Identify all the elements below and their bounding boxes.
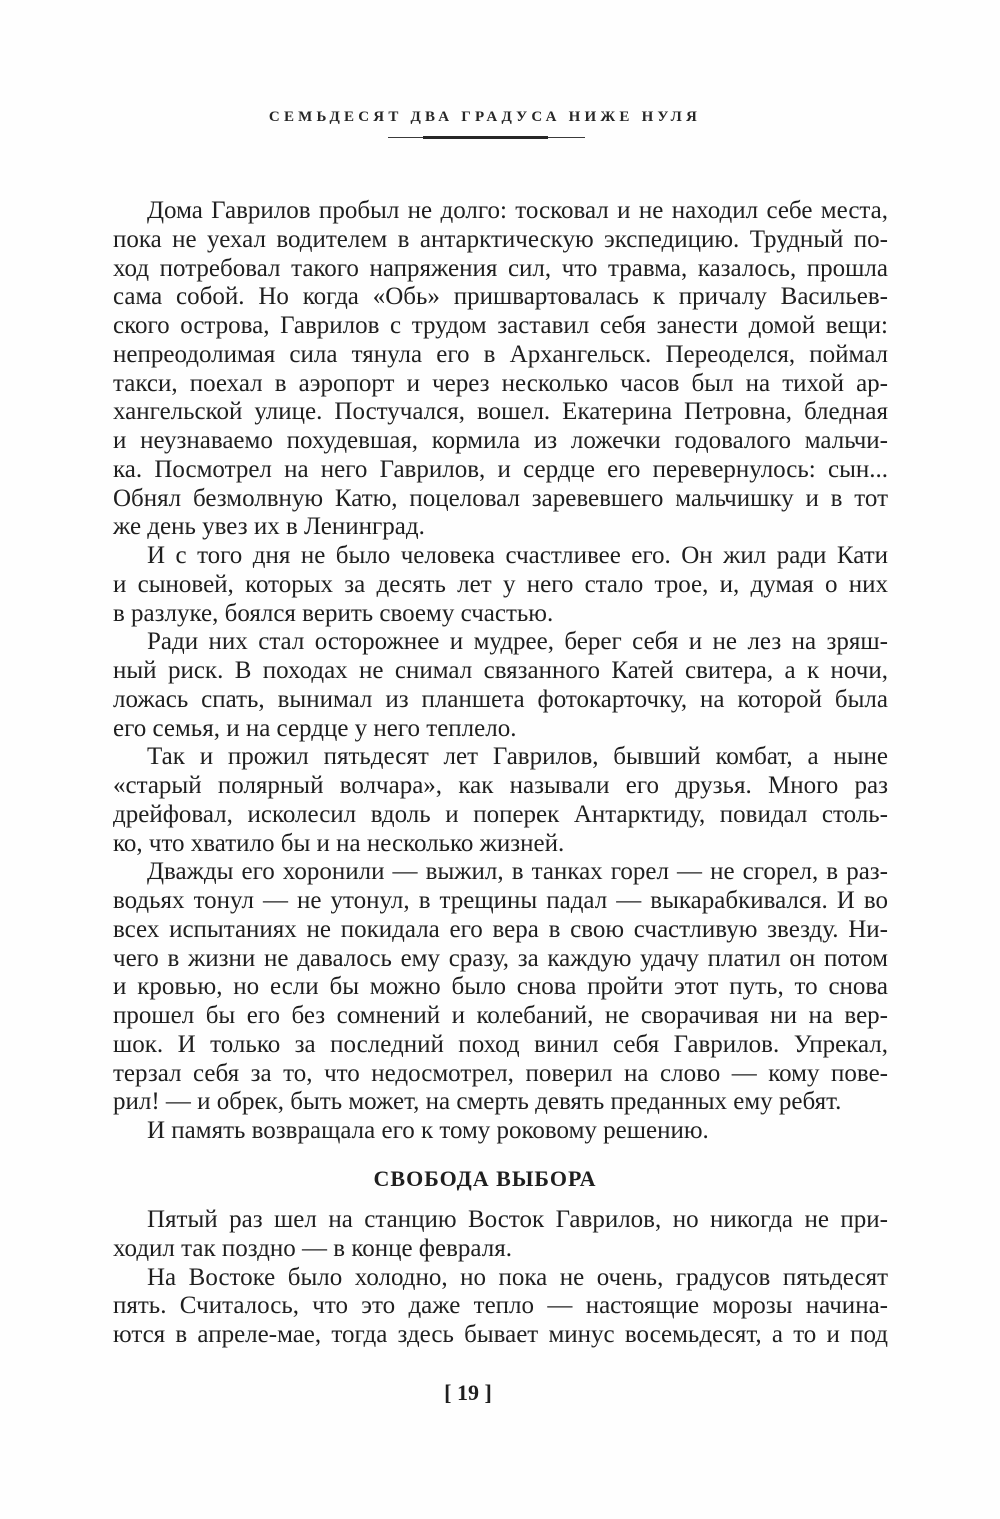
text-line: ко, что хватило бы и на несколько жизней.	[113, 829, 565, 857]
paragraph	[113, 542, 888, 628]
paragraph	[113, 197, 888, 542]
text-line: же день увез их в Ленинград.	[113, 513, 425, 541]
text-line: «старый полярный волчара», как называли его друзья. Много раз	[113, 772, 888, 799]
text-line: Так и прожил пятьдесят лет Гаврилов, бывший комбат, а ныне	[147, 743, 888, 771]
text-line: И память возвращала его к тому роковому решению.	[147, 1117, 709, 1144]
text-line: прошел бы его без сомнений и колебаний, не сворачивая ни на вер-	[113, 1002, 888, 1029]
text-line: в разлуке, боялся верить своему счастью.	[113, 599, 554, 627]
text-line: сама собой. Но когда «Обь» пришвартовалась к причалу Васильев-	[113, 283, 888, 311]
text-line: такси, поехал в аэропорт и через несколько часов был на тихой ар-	[113, 369, 888, 397]
text-line: ского острова, Гаврилов с трудом заставил себя занести домой вещи:	[113, 312, 888, 339]
text-line: ются в апреле-мае, тогда здесь бывает минус восемьдесят, а то и под	[113, 1321, 888, 1348]
text-line: всех испытаниях не покидала его вера в свою счастливую звезду. Ни-	[113, 915, 888, 943]
text-line: ходил так поздно — в конце февраля.	[113, 1234, 512, 1262]
text-line: непреодолимая сила тянула его в Архангельск. Переоделся, поймал	[113, 340, 888, 368]
text-line: Ради них стал осторожнее и мудрее, берег себя и не лез на зряш-	[147, 628, 888, 656]
text-line: И с того дня не было человека счастливее его. Он жил ради Кати	[147, 542, 888, 569]
text-line: ложась спать, вынимал из планшета фотокарточку, на которой была	[113, 685, 888, 713]
text-line: ход потребовал такого напряжения сил, что травма, казалось, прошла	[113, 254, 888, 282]
text-line: Дважды его хоронили — выжил, в танках горел — не сгорел, в раз-	[147, 858, 888, 886]
text-line: На Востоке было холодно, но пока не очень, градусов пятьдесят	[147, 1263, 888, 1291]
text-line: шок. И только за последний поход винил себя Гаврилов. Упрекал,	[113, 1030, 888, 1058]
text-line: ка. Посмотрел на него Гаврилов, и сердце его перевернулось: сын...	[113, 455, 888, 483]
page-number: [ 19 ]	[444, 1380, 492, 1405]
paragraph	[113, 743, 888, 858]
text-line: и кровью, но если бы можно было снова пройти этот путь, то снова	[113, 973, 888, 1001]
body-text-section-1	[113, 197, 888, 1146]
paragraph	[113, 1117, 888, 1146]
text-line: и неузнаваемо похудевшая, кормила из ложечки годовалого мальчи-	[113, 427, 888, 454]
text-line: пять. Считалось, что это даже тепло — настоящие морозы начина-	[113, 1292, 888, 1320]
text-line: Дома Гаврилов пробыл не долго: тосковал и не находил себе места,	[147, 197, 888, 224]
text-line: ный риск. В походах не снимал связанного Катей свитера, а к ночи,	[113, 657, 888, 684]
text-line: и сыновей, которых за десять лет у него стало трое, и, думая о них	[113, 570, 888, 598]
text-line: его семья, и на сердце у него теплело.	[113, 714, 517, 742]
text-line: хангельской улице. Постучался, вошел. Екатерина Петровна, бледная	[113, 398, 888, 426]
text-line: Пятый раз шел на станцию Восток Гаврилов, но никогда не при-	[147, 1206, 888, 1233]
header-rule-accent	[423, 136, 548, 139]
text-line: рил! — и обрек, быть может, на смерть девять преданных ему ребят.	[113, 1088, 842, 1116]
text-line: Обнял безмолвную Катю, поцеловал заревевшего мальчишку и в тот	[113, 484, 888, 512]
paragraph	[113, 1264, 888, 1350]
paragraph	[113, 858, 888, 1117]
paragraph	[113, 1206, 888, 1264]
text-line: дрейфовал, исколесил вдоль и поперек Антарктиду, повидал столь-	[113, 800, 888, 828]
body-text-section-2	[113, 1206, 888, 1350]
running-header: СЕМЬДЕСЯТ ДВА ГРАДУСА НИЖЕ НУЛЯ	[268, 109, 702, 125]
section-heading: СВОБОДА ВЫБОРА	[373, 1166, 597, 1191]
text-line: чего в жизни не давалось ему сразу, за каждую удачу платил он потом	[113, 944, 888, 972]
text-line: терзал себя за то, что недосмотрел, поверил на слово — кому пове-	[113, 1059, 888, 1087]
text-line: водьях тонул — не утонул, в трещины падал — выкарабкивался. И во	[113, 887, 888, 914]
text-line: пока не уехал водителем в антарктическую экспедицию. Трудный по-	[113, 225, 888, 253]
paragraph	[113, 628, 888, 743]
